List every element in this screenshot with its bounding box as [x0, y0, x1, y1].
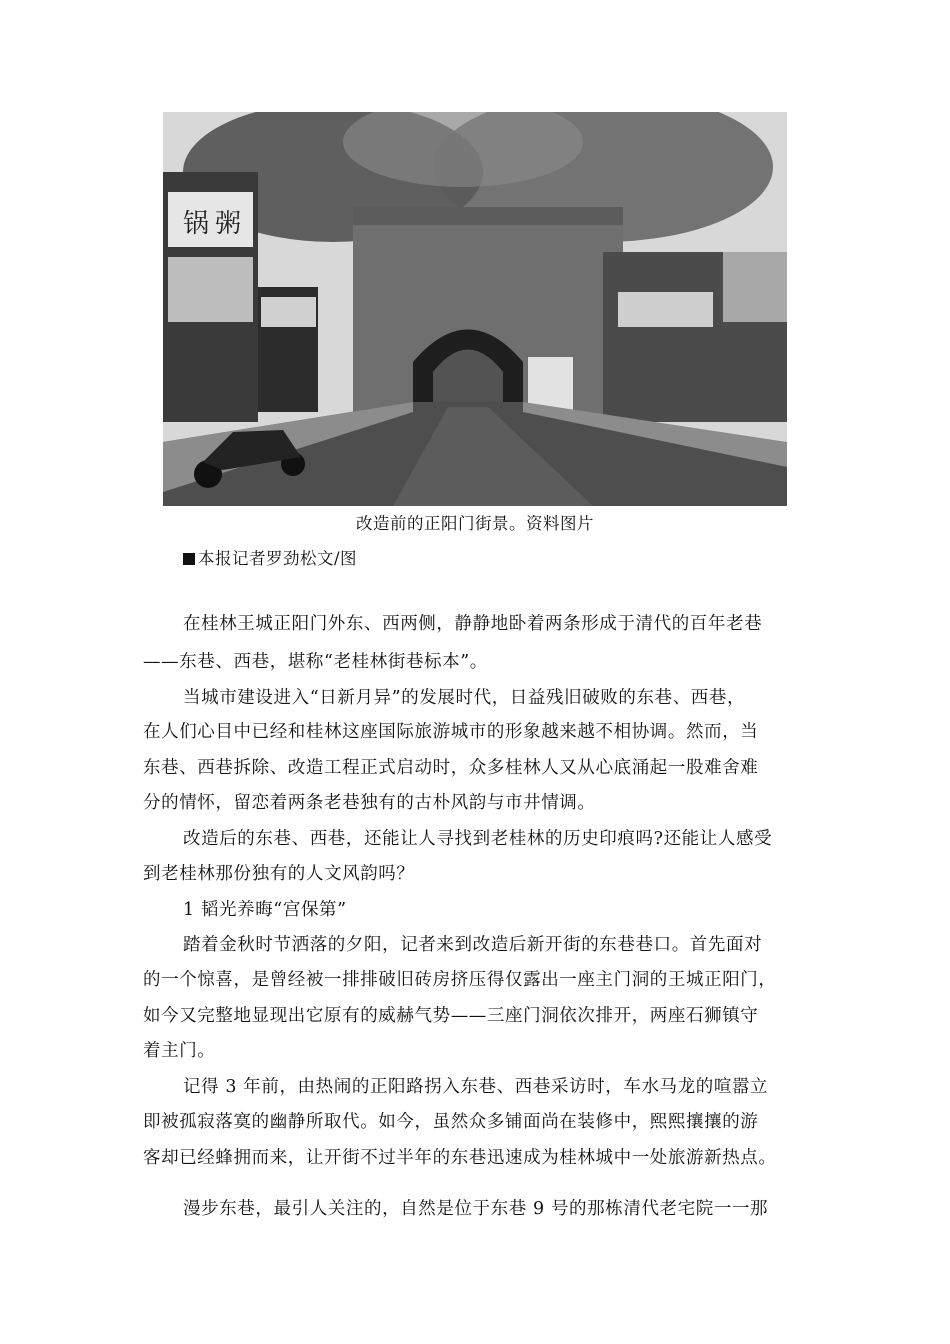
body-line: 在桂林王城正阳门外东、西两侧，静静地卧着两条形成于清代的百年老巷	[183, 614, 763, 634]
body-line: ——东巷、西巷，堪称“老桂林街巷标本”。	[143, 652, 488, 672]
byline	[183, 545, 357, 569]
body-line: 的一个惊喜，是曾经被一排排破旧砖房挤压得仅露出一座主门洞的王城正阳门，	[143, 970, 777, 990]
section-heading: 1 韬光养晦“宫保第”	[183, 900, 347, 920]
body-line: 东巷、西巷拆除、改造工程正式启动时，众多桂林人又从心底涌起一股难舍难	[143, 758, 759, 778]
byline-text: 本报记者罗劲松文/图	[198, 549, 358, 568]
square-bullet-icon	[183, 553, 195, 565]
shop-sign-text-2: 粥	[215, 209, 242, 239]
street-photo	[163, 112, 787, 506]
body-line: 到老桂林那份独有的人文风韵吗？	[143, 864, 415, 884]
body-line: 着主门。	[143, 1041, 216, 1061]
body-line: 如今又完整地显现出它原有的威赫气势——三座门洞依次排开，两座石狮镇守	[143, 1006, 759, 1026]
body-line: 当城市建设进入“日新月异”的发展时代，日益残旧破败的东巷、西巷，	[183, 688, 746, 708]
shop-sign-text-1: 锅	[183, 209, 210, 239]
body-line: 分的情怀，留恋着两条老巷独有的古朴风韵与市井情调。	[143, 793, 596, 813]
body-line: 踏着金秋时节洒落的夕阳，记者来到改造后新开街的东巷巷口。首先面对	[183, 935, 763, 955]
body-line: 改造后的东巷、西巷，还能让人寻找到老桂林的历史印痕吗?还能让人感受	[183, 829, 773, 849]
body-line: 记得 3 年前，由热闹的正阳路拐入东巷、西巷采访时，车水马龙的喧嚣立	[183, 1077, 769, 1097]
photo-caption: 改造前的正阳门街景。资料图片	[356, 514, 594, 533]
body-line: 在人们心目中已经和桂林这座国际旅游城市的形象越来越不相协调。然而，当	[143, 722, 759, 742]
street-photo-illustration	[163, 112, 787, 506]
body-line: 即被孤寂落寞的幽静所取代。如今，虽然众多铺面尚在装修中，熙熙攘攘的游	[143, 1112, 759, 1132]
body-line: 客却已经蜂拥而来，让开街不过半年的东巷迅速成为桂林城中一处旅游新热点。	[143, 1148, 777, 1168]
body-line: 漫步东巷，最引人关注的，自然是位于东巷 9 号的那栋清代老宅院一一那	[183, 1199, 769, 1219]
